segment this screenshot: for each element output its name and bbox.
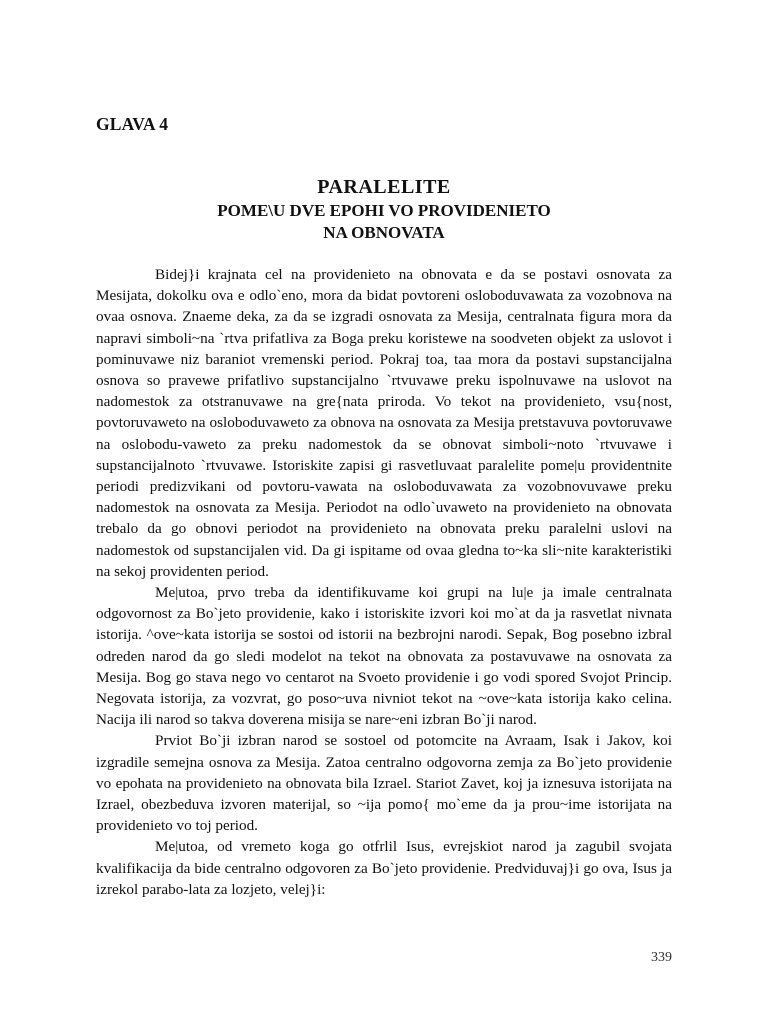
chapter-title: PARALELITE (317, 176, 451, 198)
paragraph: Prviot Bo`ji izbran narod se sostoel od potomcite na Avraam, Isak i Jakov, koi izgradile semejna osnova za Mesija. Zatoa centralno odgovorna zemja za Bo`jeto providenie vo epohata na providenieto na obnovata bila Izrael. Stariot Zavet, koj ja iznesuva istorijata na Izrael, obezbeduva izvoren materijal, so ~ija pomo{ mo`eme da ja prou~ime istorijata na providenieto vo toj period. (96, 732, 672, 835)
title-block (96, 174, 672, 244)
chapter-subtitle-line-1: POME\U DVE EPOHI VO PROVIDENIETO (217, 201, 551, 220)
page-number: 339 (651, 950, 672, 965)
paragraph: Bidej}i krajnata cel na providenieto na obnovata e da se postavi osnovata za Mesijata, dokolku ova e odlo`eno, mora da bidat povtoreni osloboduvawata za vozobnova na ovaa osnova. Znaeme deka, za da se izgradi osnovata za Mesija, centralnata figura mora da napravi simboli~na `rtva prifatliva za Boga preku koristewe na soodveten objekt za uslovot i pominuvawe niz baraniot vremenski period. Pokraj toa, taa mora da postavi supstancijalna osnova so pravewe prifatlivo supstancijalno `rtvuvawe preku ispolnuvawe na uslovot na nadomestok za otstranuvawe na gre{nata priroda. Vo tekot na providenieto, vsu{nost, povtoruvaweto na osloboduvaweto za obnova na osnovata za Mesija pretstavuva povtoruvawe na oslobodu-vaweto za preku nadomestok da se obnovat simboli~noto `rtvuvawe i supstancijalnoto `rtvuvawe. Istoriskite zapisi gi rasvetluvaat paralelite pome|u providentnite periodi predizvikani od povtoru-vawata na osloboduvawata za vozobnovuvawe preku nadomestok na osnovata za Mesija. Periodot na odlo`uvaweto na providenieto na obnovata trebalo da go obnovi periodot na providenieto na obnovata preku paralelni uslovi na nadomestok od supstancijalen vid. Da gi ispitame od ovaa gledna to~ka sli~nite karakteristiki na sekoj providenten period. (96, 266, 672, 580)
body-text (96, 264, 672, 900)
paragraph: Me|utoa, od vremeto koga go otfrlil Isus, evrejskiot narod ja zagubil svojata kvalifikacija da bide centralno odgovoren za Bo`jeto providenie. Predviduvaj}i go ova, Isus ja izrekol parabo-lata za lozjeto, velej}i: (96, 838, 672, 898)
chapter-label: GLAVA 4 (96, 114, 169, 134)
chapter-subtitle-line-2: NA OBNOVATA (323, 223, 445, 242)
paragraph: Me|utoa, prvo treba da identifikuvame koi grupi na lu|e ja imale centralnata odgovornost za Bo`jeto providenie, kako i istoriskite izvori koi mo`at da ja rasvetlat nivnata istorija. ^ove~kata istorija se sostoi od istorii na bezbrojni narodi. Sepak, Bog posebno izbral odreden narod da go sledi modelot na tekot na obnovata za postavuvawe na osnovata za Mesija. Bog go stava nego vo centarot na Svoeto providenie i go vodi spored Svojot Princip. Negovata istorija, za vozvrat, go poso~uva nivniot tekot na ~ove~kata istorija kako celina. Nacija ili narod so takva doverena misija se nare~eni izbran Bo`ji narod. (96, 584, 672, 729)
